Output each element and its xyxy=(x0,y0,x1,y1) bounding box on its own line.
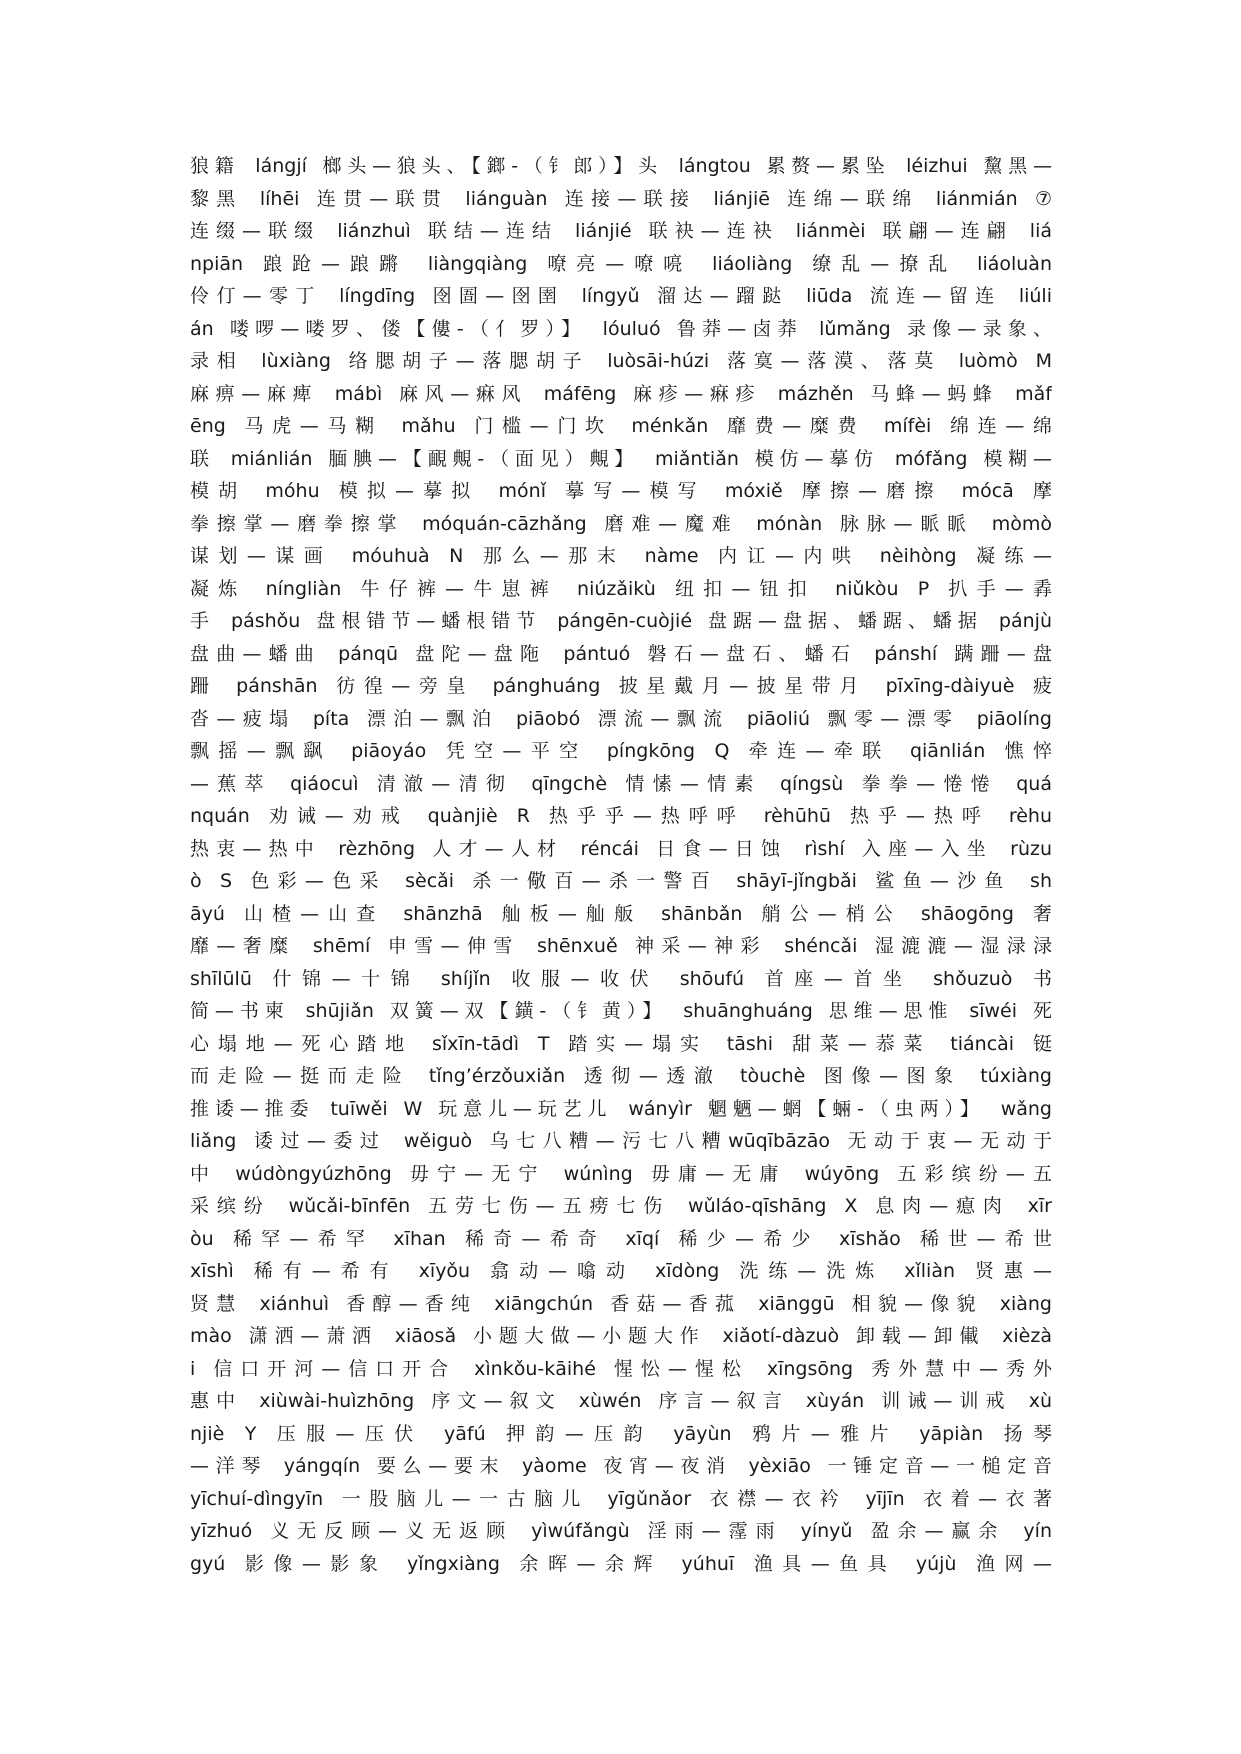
text-line: 简—书柬 shūjiǎn 双簧—双【鐄-（钅黄）】 shuānghuáng 思维—思惟 sīwéi 死 xyxy=(190,1000,1052,1022)
text-line: nquán 劝诫—劝戒 quànjiè R 热乎乎—热呼呼 rèhūhū 热乎—热呼 rèhu xyxy=(190,805,1052,827)
text-line: án 喽啰—喽罗、偻【僂-（亻罗）】 lóuluó 鲁莽—卤莽 lǔmǎng 录像—录象、 xyxy=(190,317,1052,340)
text-line: i 信口开河—信口开合 xìnkǒu-kāihé 惺忪—惺松 xīngsōng 秀外慧中—秀外 xyxy=(190,1357,1052,1380)
text-line: yīchuí-dìngyīn 一股脑儿—一古脑儿 yīgǔnǎor 衣襟—衣衿 yījīn 衣着—衣著 xyxy=(190,1487,1052,1510)
text-line: 连缀—联缀 liánzhuì 联结—连结 liánjié 联袂—连袂 liánmèi 联翩—连翩 liá xyxy=(190,220,1052,242)
text-line: 凝炼 níngliàn 牛仔裤—牛崽裤 niúzǎikù 纽扣—钮扣 niǔkòu P 扒手—掱 xyxy=(190,577,1052,600)
text-line: 麻痹—麻痺 mábì 麻风—痳风 máfēng 麻疹—痳疹 mázhěn 马蜂—蚂蜂 mǎf xyxy=(190,382,1052,405)
text-line: 跚 pánshān 彷徨—旁皇 pánghuáng 披星戴月—披星带月 pīxīng-dàiyuè 疲 xyxy=(190,675,1052,697)
text-line: ēng 马虎—马糊 mǎhu 门槛—门坎 ménkǎn 靡费—糜费 mífèi 绵连—绵 xyxy=(190,415,1052,437)
text-line: 谋划—谋画 móuhuà N 那么—那末 nàme 内讧—内哄 nèihòng 凝练— xyxy=(190,545,1052,567)
text-line: 热衷—热中 rèzhōng 人才—人材 réncái 日食—日蚀 rìshí 入座—入坐 rùzu xyxy=(190,837,1052,860)
text-line: 模胡 móhu 模拟—摹拟 mónǐ 摹写—模写 móxiě 摩擦—磨擦 mócā 摩 xyxy=(190,480,1052,502)
text-line: 贤慧 xiánhuì 香醇—香纯 xiāngchún 香菇—香菰 xiānggū 相貌—像貌 xiàng xyxy=(190,1292,1052,1315)
text-line: òu 稀罕—希罕 xīhan 稀奇—希奇 xīqí 稀少—希少 xīshǎo 稀世—希世 xyxy=(190,1227,1052,1250)
text-line: —蕉萃 qiáocuì 清澈—清彻 qīngchè 情愫—情素 qíngsù 拳拳—惓惓 quá xyxy=(190,772,1052,795)
text-line: 黎黑 líhēi 连贯—联贯 liánguàn 连接—联接 liánjiē 连绵—联绵 liánmián ⑦ xyxy=(190,187,1052,210)
text-line: 推诿—推委 tuīwěi W 玩意儿—玩艺儿 wányìr 魍魉—蝄【蜽-（虫两）】 wǎng xyxy=(190,1097,1052,1120)
text-line: 心塌地—死心踏地 sǐxīn-tādì T 踏实—塌实 tāshi 甜菜—菾菜 tiáncài 铤 xyxy=(190,1032,1052,1055)
text-line: 采缤纷 wǔcǎi-bīnfēn 五劳七伤—五痨七伤 wǔláo-qīshāng X 息肉—瘜肉 xīr xyxy=(190,1195,1052,1217)
text-line: 录相 lùxiàng 络腮胡子—落腮胡子 luòsāi-húzi 落寞—落漠、落莫 luòmò M xyxy=(190,350,1052,372)
text-line: 盘曲—蟠曲 pánqū 盘陀—盘陁 pántuó 磐石—盘石、蟠石 pánshí 蹒跚—盘 xyxy=(190,642,1052,665)
text-line: 靡—奢糜 shēmí 申雪—伸雪 shēnxuě 神采—神彩 shéncǎi 湿漉漉—湿渌渌 xyxy=(190,935,1052,957)
text-line: 惠中 xiùwài-huìzhōng 序文—叙文 xùwén 序言—叙言 xùyán 训诫—训戒 xù xyxy=(190,1390,1052,1412)
text-line: gyú 影像—影象 yǐngxiàng 余晖—余辉 yúhuī 渔具—鱼具 yújù 渔网— xyxy=(190,1552,1052,1575)
document-body xyxy=(190,150,1052,1580)
text-line: 飘摇—飘飖 piāoyáo 凭空—平空 píngkōng Q 牵连—牵联 qiānlián 憔悴 xyxy=(190,740,1052,762)
text-line: 手 páshǒu 盘根错节—蟠根错节 pángēn-cuòjié 盘踞—盘据、蟠踞、蟠据 pánjù xyxy=(190,610,1052,632)
text-line: 拳擦掌—磨拳擦掌 móquán-cāzhǎng 磨难—魔难 mónàn 脉脉—眽眽 mòmò xyxy=(190,512,1052,535)
text-line: liǎng 诿过—委过 wěiguò 乌七八糟—污七八糟wūqībāzāo 无动于衷—无动于 xyxy=(190,1130,1052,1152)
text-line: 中 wúdòngyúzhōng 毋宁—无宁 wúnìng 毋庸—无庸 wúyōng 五彩缤纷—五 xyxy=(190,1162,1052,1185)
text-line: 伶仃—零丁 língdīng 囹圄—囹圉 língyǔ 溜达—蹓跶 liūda 流连—留连 liúli xyxy=(190,285,1052,307)
text-line: 联 miánlián 腼腆—【靦覥-（面见）覥】 miǎntiǎn 模仿—摹仿 mófǎng 模糊— xyxy=(190,447,1052,470)
text-line: shīlūlū 什锦—十锦 shíjǐn 收服—收伏 shōufú 首座—首坐 shǒuzuò 书 xyxy=(190,967,1052,990)
text-line: njiè Y 压服—压伏 yāfú 押韵—压韵 yāyùn 鸦片—雅片 yāpiàn 扬琴 xyxy=(190,1422,1052,1445)
text-line: xīshì 稀有—希有 xīyǒu 翕动—噏动 xīdòng 洗练—洗炼 xǐliàn 贤惠— xyxy=(190,1260,1052,1282)
text-line: āyú 山楂—山查 shānzhā 舢板—舢舨 shānbǎn 艄公—梢公 shāogōng 奢 xyxy=(190,902,1052,925)
text-line: 狼籍 lángjí 榔头—狼头、【鎯-（钅郎）】头 lángtou 累赘—累坠 léizhui 黧黑— xyxy=(190,155,1052,177)
text-line: ò S 色彩—色采 sècǎi 杀一儆百—杀一警百 shāyī-jǐngbǎi 鲨鱼—沙鱼 sh xyxy=(190,870,1052,892)
text-line: mào 潇洒—萧洒 xiāosǎ 小题大做—小题大作 xiǎotí-dàzuò 卸载—卸儎 xièzà xyxy=(190,1325,1052,1347)
text-line: 沓—疲塌 píta 漂泊—飘泊 piāobó 漂流—飘流 piāoliú 飘零—漂零 piāolíng xyxy=(190,707,1052,730)
text-line: 而走险—挺而走险 tǐng’érzǒuxiǎn 透彻—透澈 tòuchè 图像—图象 túxiàng xyxy=(190,1065,1052,1087)
text-line: yīzhuó 义无反顾—义无返顾 yìwúfǎngù 淫雨—霪雨 yínyǔ 盈余—赢余 yín xyxy=(190,1520,1052,1542)
text-line: npiān 踉跄—踉蹡 liàngqiàng 嘹亮—嘹喨 liáoliàng 缭乱—撩乱 liáoluàn xyxy=(190,252,1052,275)
text-line: —洋琴 yángqín 要么—要末 yàome 夜宵—夜消 yèxiāo 一锤定音—一槌定音 xyxy=(190,1455,1052,1477)
